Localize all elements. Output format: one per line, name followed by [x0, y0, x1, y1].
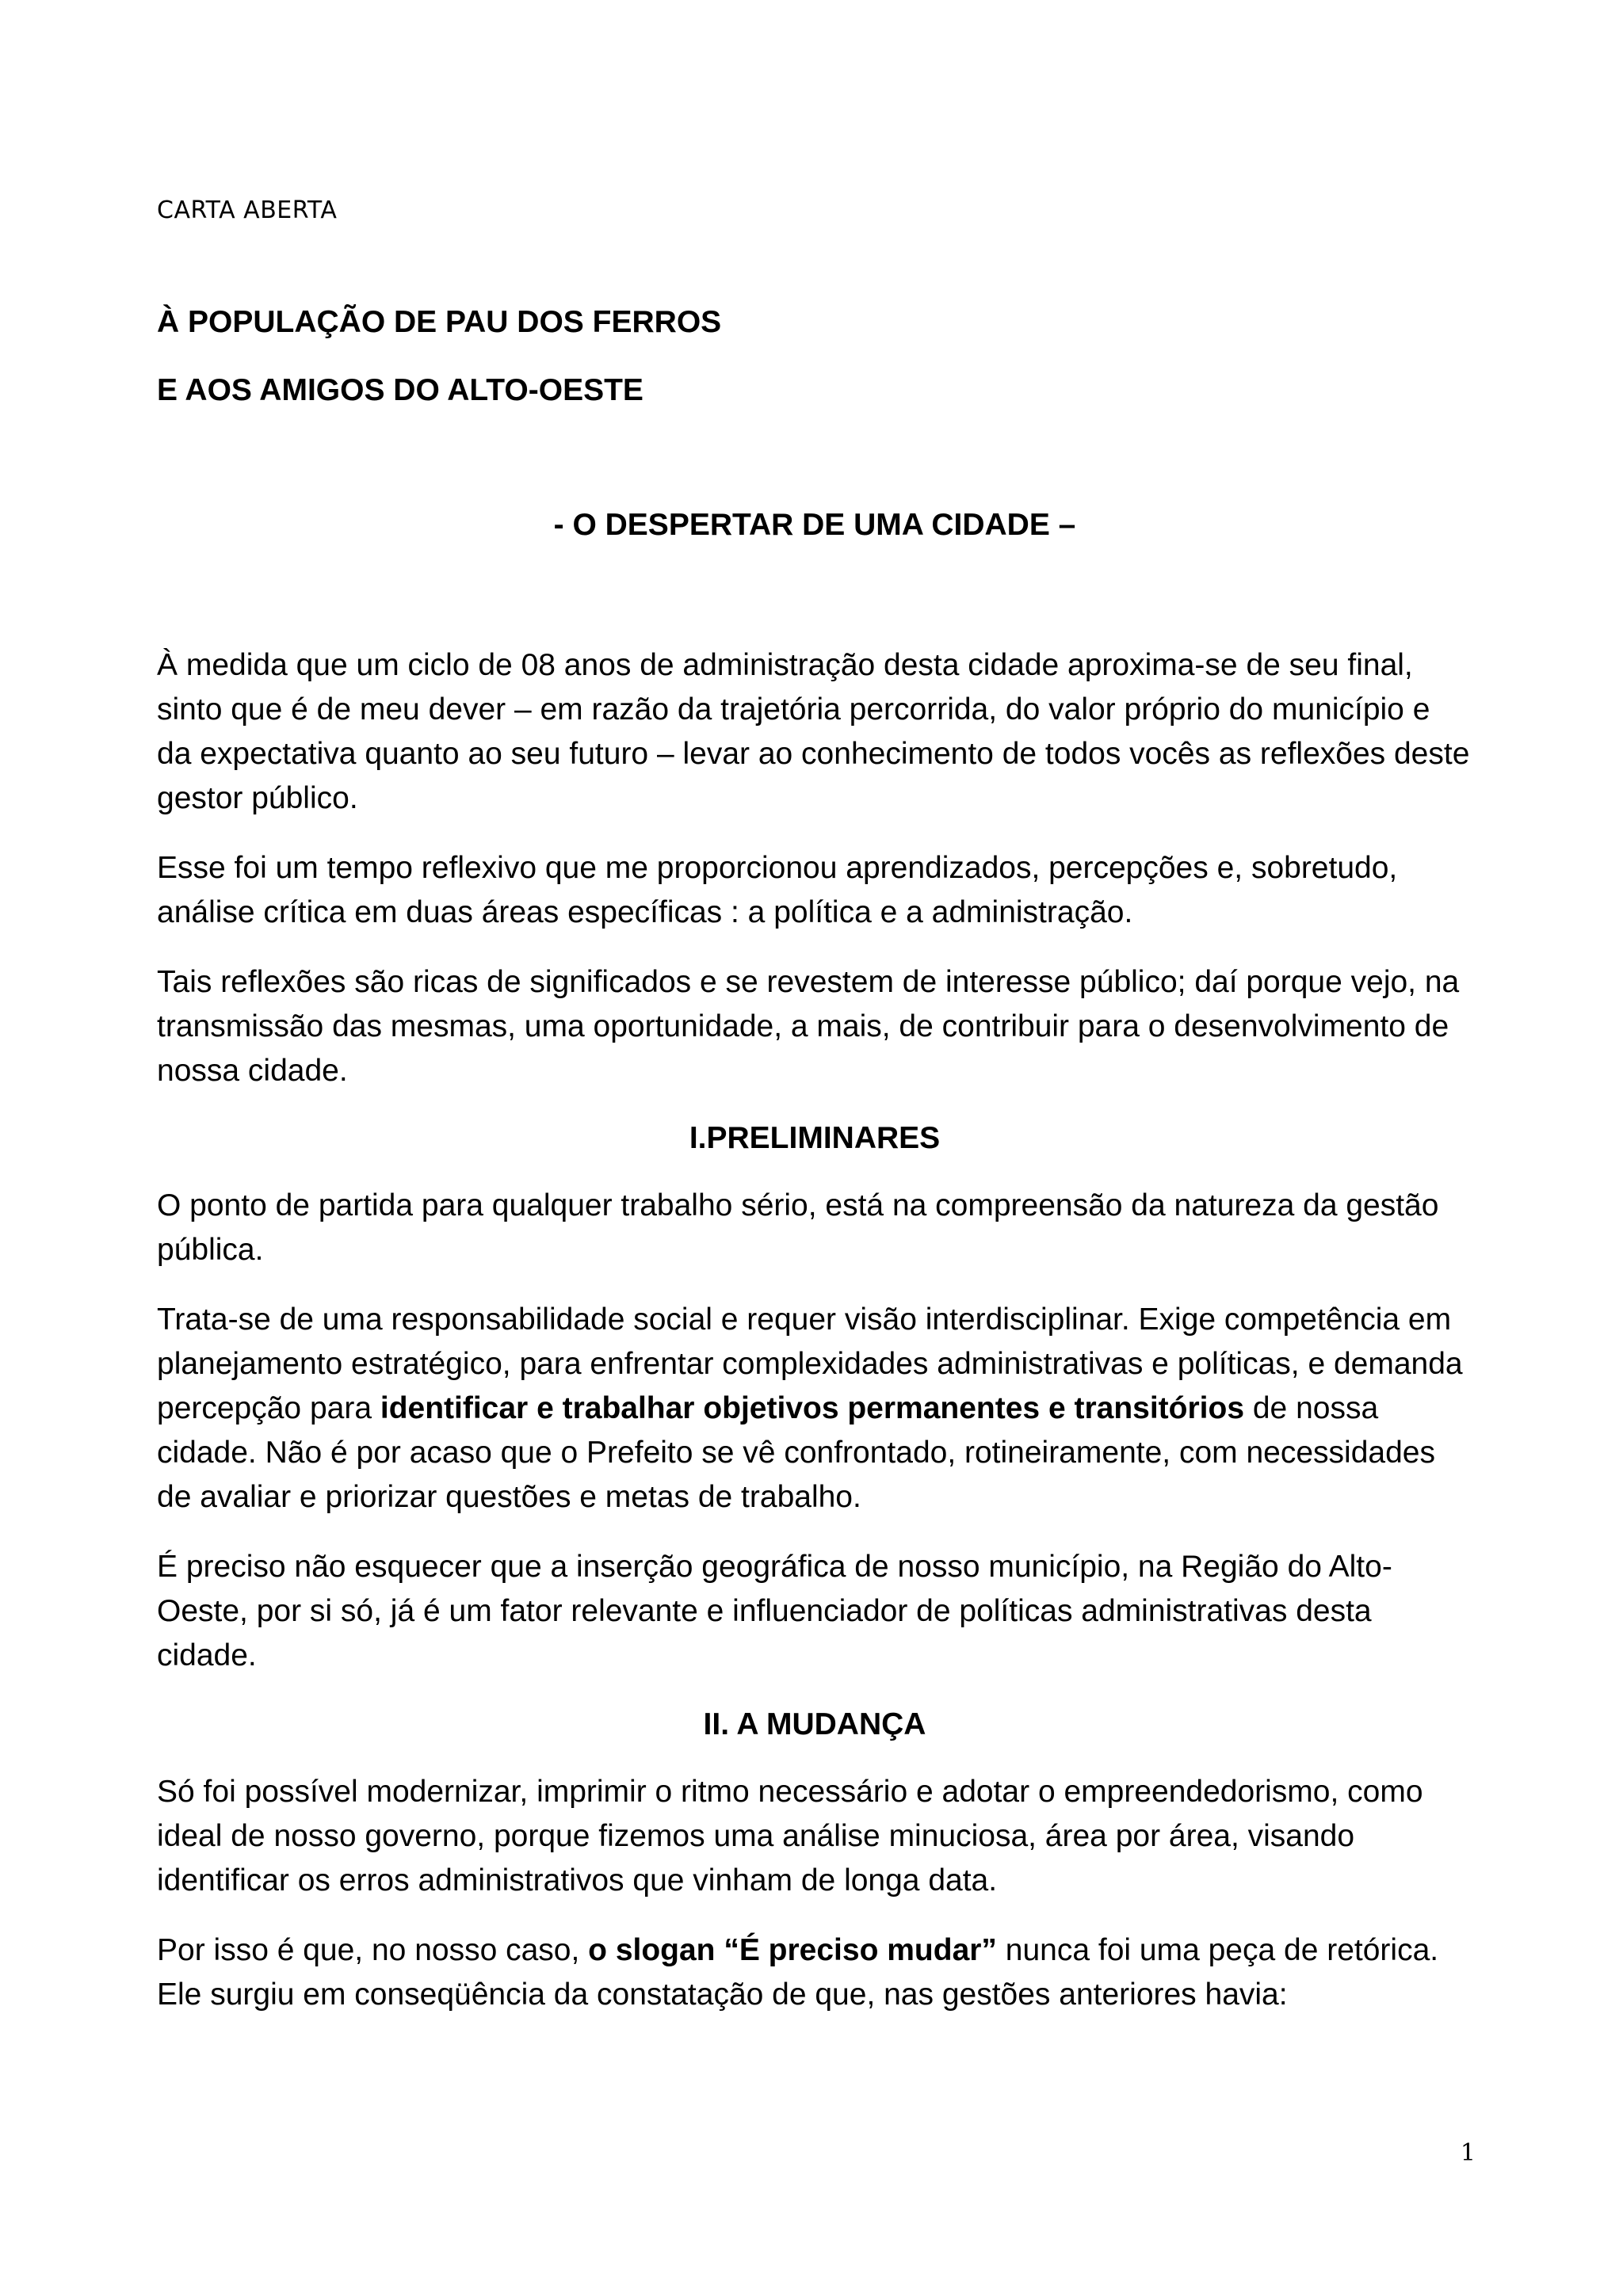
- mudanca-text-b: nunca foi uma peça de retórica. Ele surgiu em conseqüência da constatação de que, nas gestões anteriores havia:: [157, 1933, 1439, 2012]
- address-block: [157, 301, 1472, 412]
- intro-section: [157, 643, 1472, 1093]
- intro-paragraph-3: Tais reflexões são ricas de significados e se revestem de interesse público; daí porque vejo, na transmissão das mesmas, uma oportunidade, a mais, de contribuir para o desenvolvimento de nossa cidade.: [157, 965, 1460, 1088]
- preliminares-text-b: de nossa cidade. Não é por acaso que o Prefeito se vê confrontado, rotineiramente, com necessidades de avaliar e priorizar questões e metas de trabalho.: [157, 1391, 1435, 1514]
- section-title-mudanca: II. A MUDANÇA: [703, 1707, 926, 1741]
- preliminares-emphasis: identificar e trabalhar objetivos permanentes e transitórios: [380, 1391, 1245, 1425]
- main-title-block: [157, 504, 1472, 547]
- mudanca-paragraph-2: [157, 1928, 1472, 2017]
- document-label: CARTA ABERTA: [157, 196, 338, 224]
- intro-paragraph-1: À medida que um ciclo de 08 anos de administração desta cidade aproxima-se de seu final, sinto que é de meu dever – em razão da trajetória percorrida, do valor próprio do município e da expectativa quanto ao seu futuro – levar ao conhecimento de todos vocês as reflexões deste gestor público.: [157, 648, 1470, 815]
- preliminares-paragraph-1: O ponto de partida para qualquer trabalho sério, está na compreensão da natureza da gestão pública.: [157, 1188, 1439, 1267]
- page-number: 1: [1460, 2139, 1476, 2167]
- preliminares-paragraph-2: [157, 1298, 1472, 1520]
- preliminares-paragraph-3: É preciso não esquecer que a inserção geográfica de nosso município, na Região do Alto-Oeste, por si só, já é um fator relevante e influenciador de políticas administrativas desta cidade.: [157, 1550, 1392, 1672]
- preliminares-text-a: Trata-se de uma responsabilidade social e requer visão interdisciplinar. Exige competência em planejamento estratégico, para enfrentar complexidades administrativas e políticas, e demanda percepção para: [157, 1302, 1463, 1425]
- mudanca-paragraph-1: Só foi possível modernizar, imprimir o ritmo necessário e adotar o empreendedorismo, como ideal de nosso governo, porque fizemos uma análise minuciosa, área por área, visando identificar os erros administrativos que vinham de longa data.: [157, 1775, 1423, 1897]
- section-preliminares: [157, 1117, 1472, 1678]
- section-mudanca: [157, 1703, 1472, 2017]
- main-title: - O DESPERTAR DE UMA CIDADE –: [553, 508, 1076, 542]
- mudanca-text-a: Por isso é que, no nosso caso,: [157, 1933, 589, 1967]
- mudanca-emphasis: o slogan “É preciso mudar”: [588, 1933, 997, 1967]
- address-line-2: E AOS AMIGOS DO ALTO-OESTE: [157, 373, 643, 407]
- intro-paragraph-2: Esse foi um tempo reflexivo que me proporcionou aprendizados, percepções e, sobretudo, análise crítica em duas áreas específicas : a política e a administração.: [157, 851, 1398, 929]
- address-line-1: À POPULAÇÃO DE PAU DOS FERROS: [157, 305, 722, 339]
- section-title-preliminares: I.PRELIMINARES: [689, 1121, 941, 1155]
